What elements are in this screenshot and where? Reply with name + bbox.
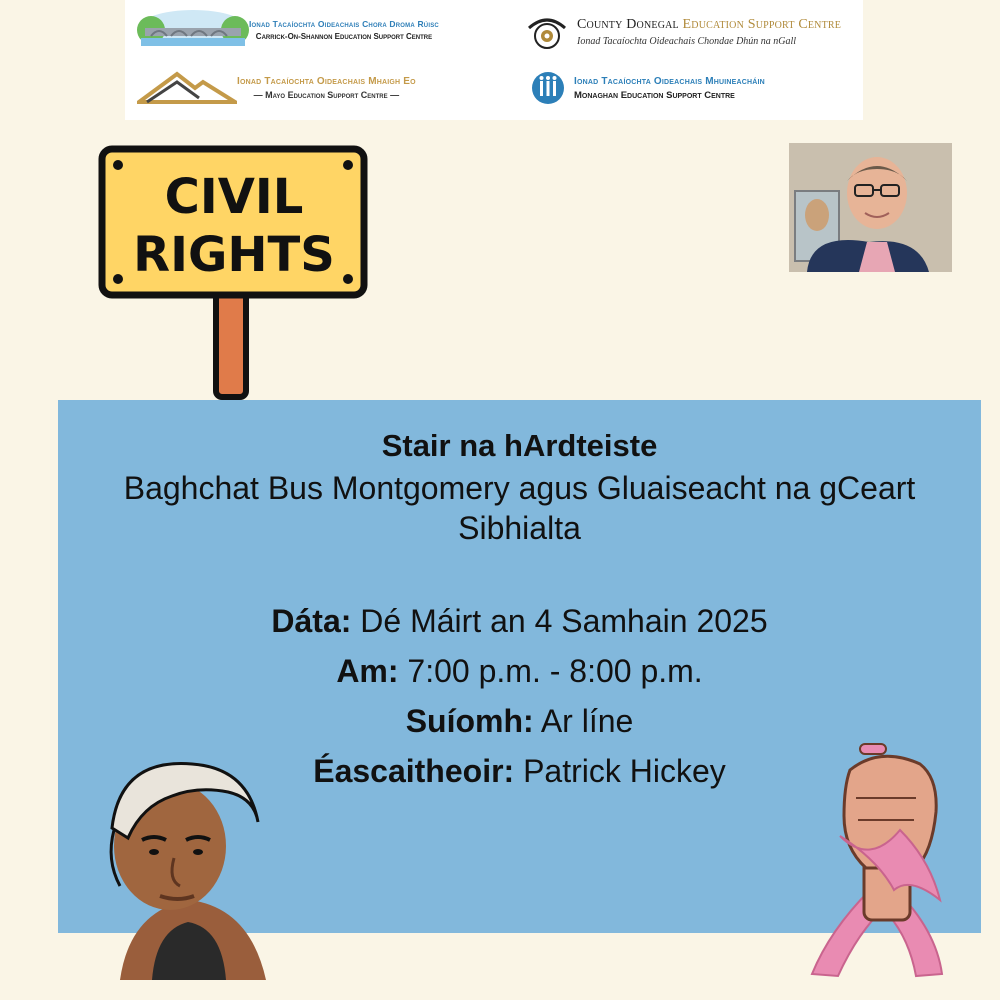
- monaghan-logo-icon: [530, 70, 566, 106]
- civil-rights-sign-icon: [98, 145, 370, 403]
- event-location: [58, 696, 981, 746]
- carrick-logo: [137, 8, 439, 52]
- mayo-logo-line2: — Mayo Education Support Centre —: [253, 90, 400, 100]
- event-time: [58, 646, 981, 696]
- logo-banner: [125, 0, 863, 120]
- event-title: Stair na hArdteiste: [381, 428, 658, 463]
- carrick-logo-line1: Ionad Tacaíochta Oideachais Chora Droma Rúisc: [249, 19, 439, 29]
- bridge-logo-icon: [137, 8, 249, 52]
- sign-line1: CIVIL: [164, 169, 304, 225]
- time-value: 7:00 p.m. - 8:00 p.m.: [407, 653, 703, 689]
- mountain-logo-icon: [137, 68, 237, 108]
- donegal-logo-line1a: County Donegal: [577, 17, 683, 32]
- monaghan-logo: [530, 70, 765, 106]
- donegal-logo-line1: [577, 17, 841, 33]
- donegal-logo-line2: Ionad Tacaíochta Oideachais Chondae Dhún na nGall: [577, 36, 797, 47]
- sign-line2: RIGHTS: [133, 227, 335, 283]
- presenter-photo: [789, 143, 952, 272]
- carrick-logo-line2: Carrick-On-Shannon Education Support Centre: [255, 32, 433, 41]
- mayo-logo-line1: Ionad Tacaíochta Oideachais Mhaigh Eo: [237, 76, 416, 87]
- date-value: Dé Máirt an 4 Samhain 2025: [360, 603, 768, 639]
- host-value: Patrick Hickey: [523, 753, 726, 789]
- time-label: Am:: [336, 653, 399, 689]
- event-subtitle: Baghchat Bus Montgomery agus Gluaiseacht na gCeart Sibhialta: [123, 470, 916, 546]
- woman-portrait-illustration: [90, 758, 270, 980]
- monaghan-logo-line1: Ionad Tacaíochta Oideachais Mhuineacháin: [574, 75, 765, 87]
- donegal-logo-line1b: Education Support Centre: [682, 17, 842, 32]
- host-label: Éascaitheoir:: [313, 753, 515, 789]
- donegal-logo: [525, 10, 841, 54]
- location-label: Suíomh:: [405, 703, 534, 739]
- mayo-logo: [137, 68, 416, 108]
- raised-fist-ribbon-icon: [800, 740, 950, 980]
- location-value: Ar líne: [540, 703, 634, 739]
- donegal-eye-logo-icon: [525, 10, 569, 54]
- date-label: Dáta:: [271, 603, 352, 639]
- monaghan-logo-line2: Monaghan Education Support Centre: [574, 89, 735, 101]
- event-date: [58, 596, 981, 646]
